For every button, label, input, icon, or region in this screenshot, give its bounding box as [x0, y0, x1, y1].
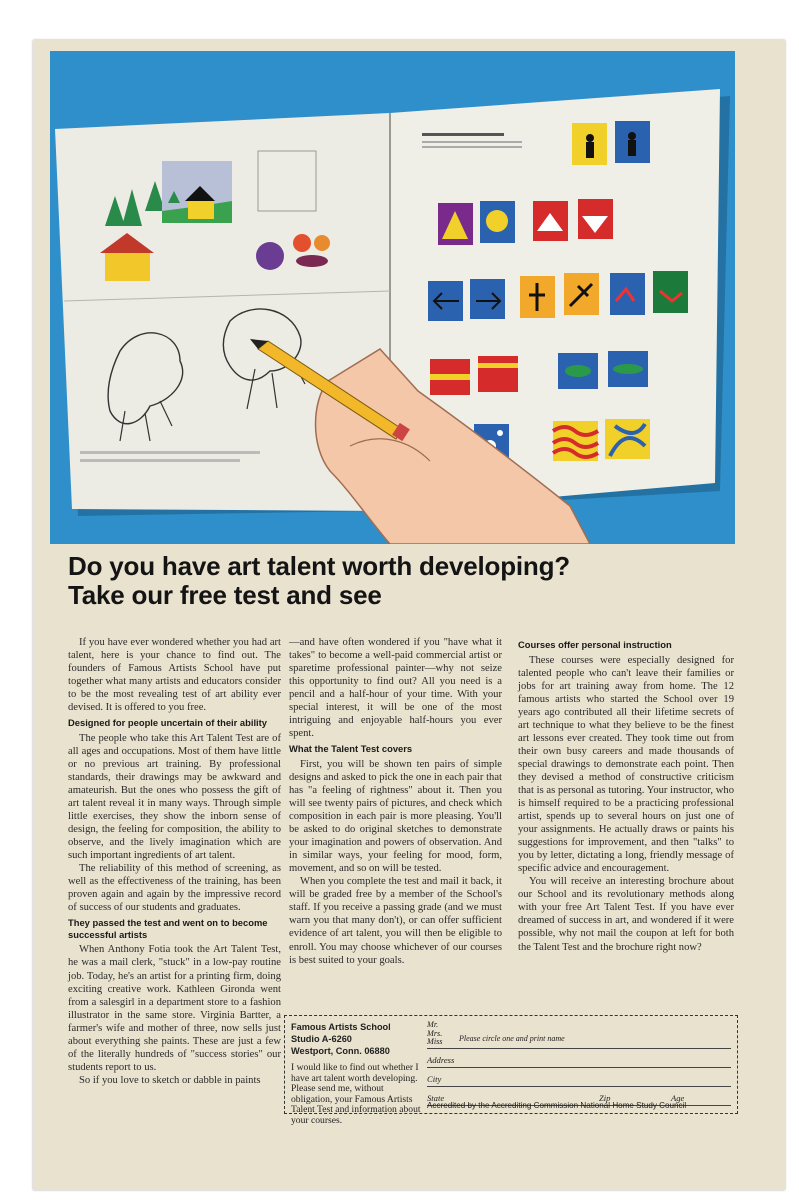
city-field[interactable]: [427, 1068, 731, 1087]
accreditation-note: Accredited by the Accrediting Commission National Home Study Council: [427, 1101, 687, 1110]
title-options[interactable]: Mr. Mrs. Miss: [427, 1020, 443, 1047]
subhead-personal-instruction: Courses offer personal instruction: [518, 639, 672, 650]
paragraph: When you complete the test and mail it back, it will be graded free by a member of the School's staff. If you receive a passing grade (and we must warn you that many don't), or can offer sufficient evidence of art talent, you will then be eligible to enroll. You may choose whichever of our courses is best suited to your goals.: [289, 876, 502, 966]
studio-code: Studio A-6260: [291, 1034, 352, 1044]
subhead-successful-artists: They passed the test and went on to become successful artists: [68, 917, 268, 940]
address-label: Address: [427, 1055, 455, 1065]
body-column-2: [289, 636, 502, 967]
school-name: Famous Artists School: [291, 1022, 391, 1032]
body-column-3: [518, 636, 734, 954]
age-label: Age: [671, 1093, 685, 1103]
city-label: City: [427, 1074, 442, 1084]
paragraph: You will receive an interesting brochure about our School and its revolutionary methods along with your free Art Talent Test. If you have ever dreamed of success in art, and wondered if it were possible, why not mail the coupon at left for both the Talent Test and the brochure right now?: [518, 876, 734, 953]
headline-line-2: Take our free test and see: [68, 580, 382, 610]
paragraph: —and have often wondered if you "have what it takes" to become a well-paid commercial artist or sparetime professional painter—why not seize this opportunity to find out? All you need is a pencil and a half-hour of your time. With your special interest, it will be one of the most intriguing and enjoyable half-hours you ever spent.: [289, 637, 502, 740]
address-field[interactable]: [427, 1049, 731, 1068]
name-hint: Please circle one and print name: [459, 1034, 565, 1043]
school-address: Westport, Conn. 06880: [291, 1046, 390, 1056]
body-column-1: [68, 636, 281, 1087]
paragraph: These courses were especially designed for talented people who can't leave their families or jobs for art training away from home. The 12 famous artists who started the School over 19 years ago contributed all their lifetime secrets of art technique to what they believe to be the finest art lessons ever created. They took time out from their own busy careers and made thousands of special drawings to demonstrate each point. Then they devised a method of constructive criticism that is as personal as tutoring. Your instructor, who is himself required to be a practicing professional artist, spends up to several hours on just one of your assignments. He actually draws or paints his suggestions for improvement, and then "talks" to you by letter, dictating a long, friendly message of specific advice and encouragement.: [518, 654, 734, 875]
headline: [68, 552, 748, 610]
paragraph: The people who take this Art Talent Test are of all ages and occupations. Most of them have little or no previous art training. By professional standards, their drawings may be awkward and amateurish. But the ones who possess the gift of art talent reveal it in many ways. Through simple little exercises, they show the inborn sense of design, the feeling for composition, the ability to observe, and the lively imagination which are such important ingredients of art talent.: [68, 732, 281, 862]
zip-label: Zip: [599, 1093, 611, 1103]
request-text: I would like to find out whether I have art talent worth developing. Please send me, without obligation, your Famous Artists Talent Test and information about your courses.: [291, 1062, 421, 1126]
coupon-form: [427, 1021, 731, 1106]
paragraph: So if you love to sketch or dabble in paints: [79, 1074, 261, 1086]
coupon-school-info: [291, 1021, 425, 1127]
mail-in-coupon[interactable]: [284, 1015, 738, 1126]
paragraph: When Anthony Fotia took the Art Talent Test, he was a mail clerk, "stuck" in a low-pay routine job. Today, he's an artist for a printing firm, doing exciting creative work. Kathleen Gironda went from a salesgirl in a department store to a fashion illustrator in the same store. Virginia Bartter, a farmer's wife and mother of three, now sells just about everything she paints. These are just a few of the literally hundreds of "success stories" our students report to us.: [68, 944, 281, 1073]
state-label: State: [427, 1093, 445, 1103]
subhead-uncertain-ability: Designed for people uncertain of their ability: [68, 717, 267, 729]
paragraph: First, you will be shown ten pairs of simple designs and asked to pick the one in each pair that has "a feeling of rightness" about it. Then you will see twenty pairs of pictures, and check which composition in each pair is more pleasing. You'll be asked to do original sketches to demonstrate your imagination and powers of observation. And in similar ways, your feeling for mood, form, movement, and so on will be tested.: [289, 758, 502, 875]
talent-test-booklet-illustration: [50, 51, 735, 544]
name-field[interactable]: [427, 1021, 731, 1049]
subhead-talent-test-covers: What the Talent Test covers: [289, 743, 413, 755]
headline-line-1: Do you have art talent worth developing?: [68, 551, 570, 581]
paragraph: The reliability of this method of screening, as well as the effectiveness of the training, has been proven again and again by the impressive record of success of our students and graduates.: [68, 863, 281, 914]
intro-paragraph: If you have ever wondered whether you had art talent, here is your chance to find out. The founders of Famous Artists School have put together what many artists and educators consider to be the most revealing test of art ability ever devised. It is offered to you free.: [68, 637, 281, 714]
